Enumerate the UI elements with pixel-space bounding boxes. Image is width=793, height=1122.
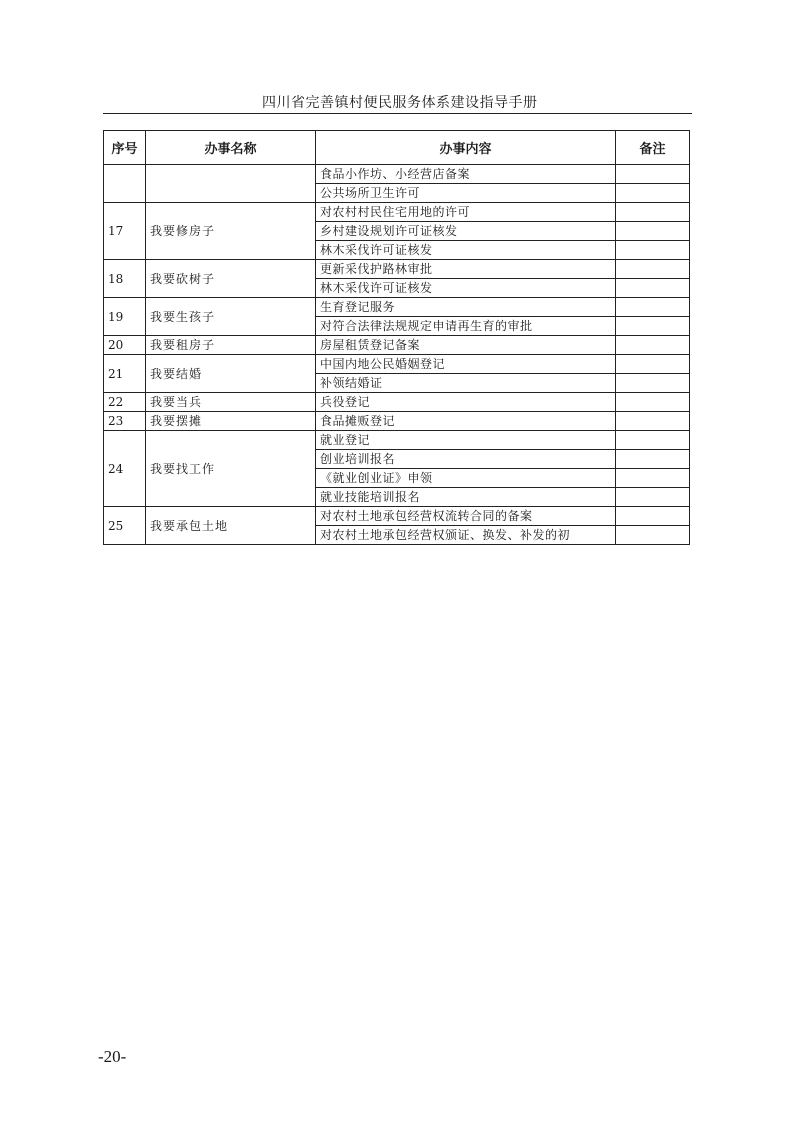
service-content: 对符合法律法规规定申请再生育的审批 xyxy=(316,317,616,336)
service-name xyxy=(146,165,316,203)
service-name: 我要承包土地 xyxy=(146,507,316,545)
remarks-cell xyxy=(616,393,690,412)
remarks-cell xyxy=(616,203,690,222)
table-row xyxy=(104,507,690,526)
table-row xyxy=(104,260,690,279)
service-content: 公共场所卫生许可 xyxy=(316,184,616,203)
row-number: 24 xyxy=(104,431,146,507)
table-row xyxy=(104,355,690,374)
service-content: 房屋租赁登记备案 xyxy=(316,336,616,355)
service-content: 林木采伐许可证核发 xyxy=(316,241,616,260)
service-content: 林木采伐许可证核发 xyxy=(316,279,616,298)
remarks-cell xyxy=(616,412,690,431)
table-row xyxy=(104,336,690,355)
page-number: -20- xyxy=(98,1047,127,1066)
table-row xyxy=(104,412,690,431)
service-name: 我要结婚 xyxy=(146,355,316,393)
table-row xyxy=(104,203,690,222)
remarks-cell xyxy=(616,469,690,488)
service-name: 我要生孩子 xyxy=(146,298,316,336)
remarks-cell xyxy=(616,165,690,184)
service-name: 我要砍树子 xyxy=(146,260,316,298)
row-number: 22 xyxy=(104,393,146,412)
table-header-row xyxy=(104,131,690,165)
remarks-cell xyxy=(616,260,690,279)
service-content: 中国内地公民婚姻登记 xyxy=(316,355,616,374)
column-header-number: 序号 xyxy=(104,131,146,165)
row-number xyxy=(104,165,146,203)
service-content: 对农村村民住宅用地的许可 xyxy=(316,203,616,222)
remarks-cell xyxy=(616,184,690,203)
remarks-cell xyxy=(616,298,690,317)
remarks-cell xyxy=(616,526,690,545)
row-number: 20 xyxy=(104,336,146,355)
services-table xyxy=(103,130,690,545)
remarks-cell xyxy=(616,222,690,241)
service-content: 更新采伐护路林审批 xyxy=(316,260,616,279)
row-number: 25 xyxy=(104,507,146,545)
service-content: 《就业创业证》申领 xyxy=(316,469,616,488)
table-row xyxy=(104,165,690,184)
column-header-content: 办事内容 xyxy=(316,131,616,165)
service-content: 对农村土地承包经营权颁证、换发、补发的初 xyxy=(316,526,616,545)
service-name: 我要租房子 xyxy=(146,336,316,355)
remarks-cell xyxy=(616,279,690,298)
service-content: 就业登记 xyxy=(316,431,616,450)
page-header-title: 四川省完善镇村便民服务体系建设指导手册 xyxy=(262,95,538,111)
service-name: 我要找工作 xyxy=(146,431,316,507)
table-row xyxy=(104,393,690,412)
service-content: 乡村建设规划许可证核发 xyxy=(316,222,616,241)
service-content: 兵役登记 xyxy=(316,393,616,412)
remarks-cell xyxy=(616,374,690,393)
table-row xyxy=(104,431,690,450)
service-content: 生育登记服务 xyxy=(316,298,616,317)
row-number: 17 xyxy=(104,203,146,260)
column-header-remarks: 备注 xyxy=(616,131,690,165)
row-number: 21 xyxy=(104,355,146,393)
remarks-cell xyxy=(616,241,690,260)
service-name: 我要当兵 xyxy=(146,393,316,412)
service-content: 就业技能培训报名 xyxy=(316,488,616,507)
service-name: 我要修房子 xyxy=(146,203,316,260)
remarks-cell xyxy=(616,488,690,507)
table-row xyxy=(104,298,690,317)
service-content: 食品摊贩登记 xyxy=(316,412,616,431)
row-number: 19 xyxy=(104,298,146,336)
service-content: 对农村土地承包经营权流转合同的备案 xyxy=(316,507,616,526)
service-content: 创业培训报名 xyxy=(316,450,616,469)
row-number: 23 xyxy=(104,412,146,431)
remarks-cell xyxy=(616,431,690,450)
remarks-cell xyxy=(616,317,690,336)
service-content: 食品小作坊、小经营店备案 xyxy=(316,165,616,184)
table-body xyxy=(104,165,690,545)
remarks-cell xyxy=(616,355,690,374)
service-name: 我要摆摊 xyxy=(146,412,316,431)
remarks-cell xyxy=(616,336,690,355)
remarks-cell xyxy=(616,507,690,526)
column-header-name: 办事名称 xyxy=(146,131,316,165)
row-number: 18 xyxy=(104,260,146,298)
service-content: 补领结婚证 xyxy=(316,374,616,393)
header-rule xyxy=(103,113,692,114)
remarks-cell xyxy=(616,450,690,469)
